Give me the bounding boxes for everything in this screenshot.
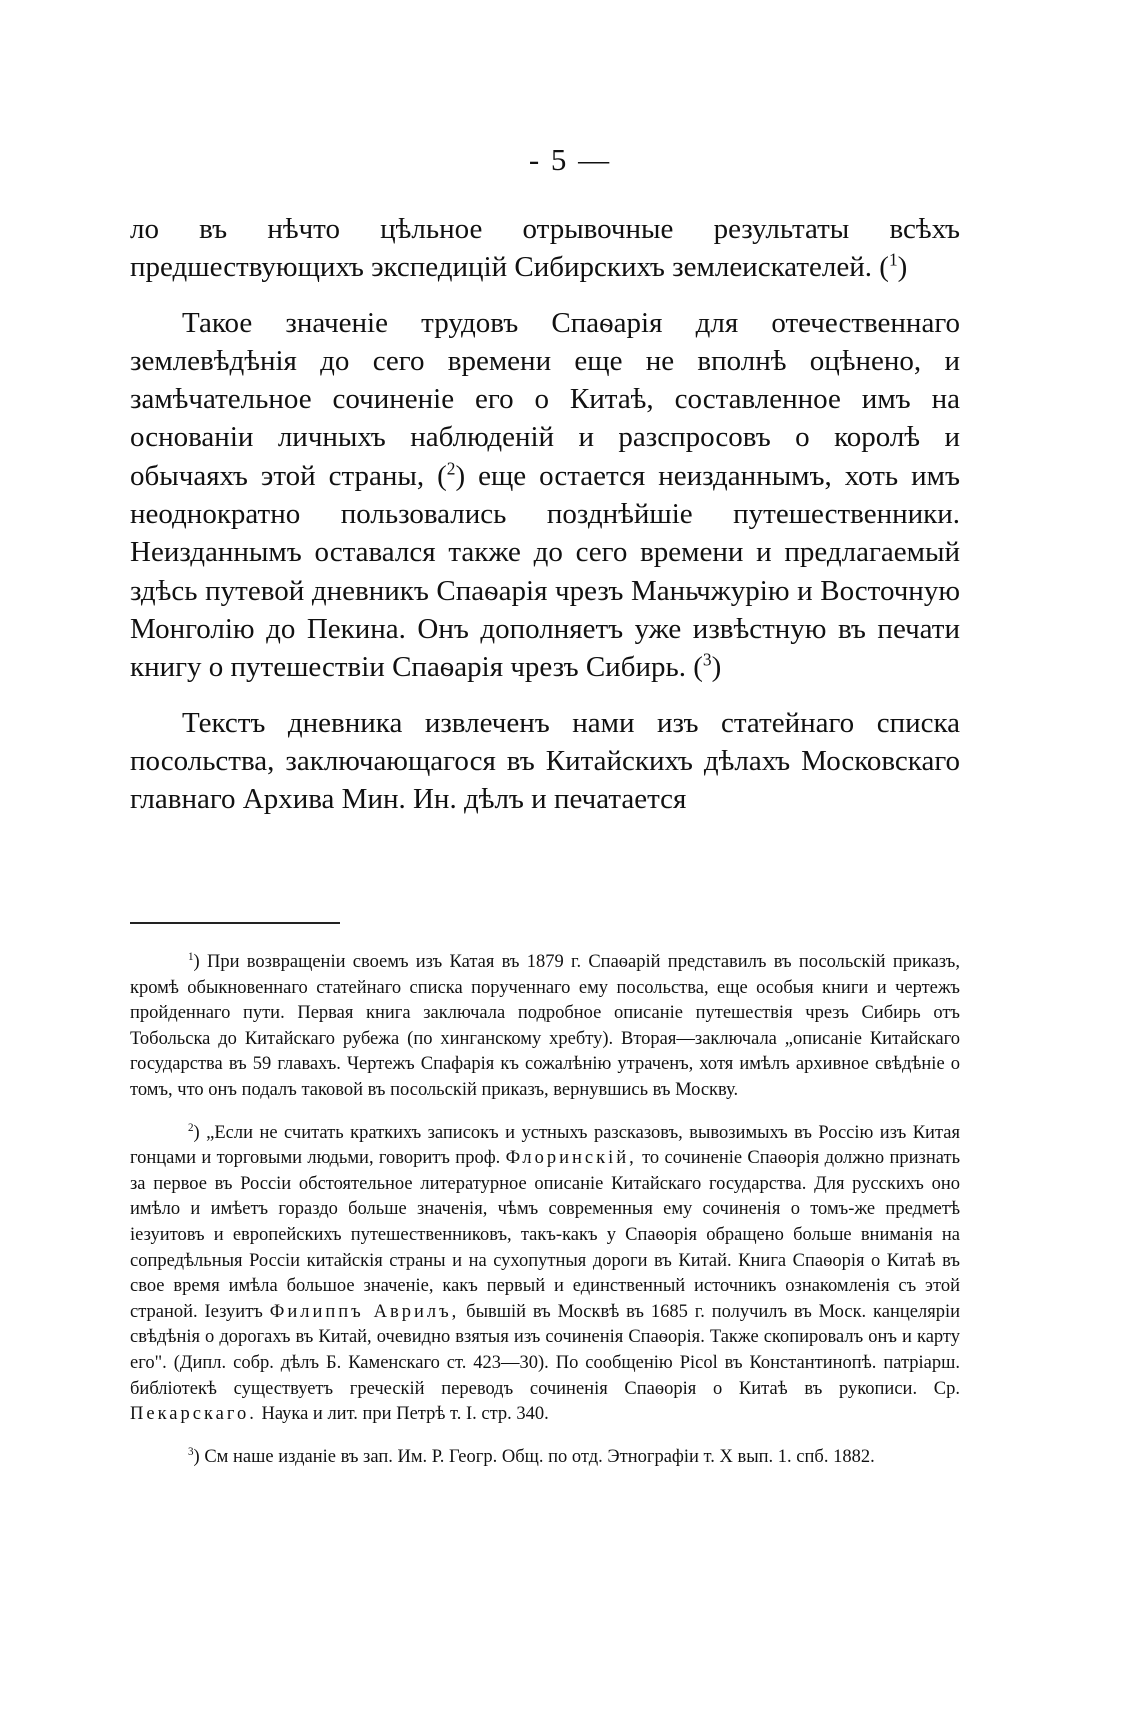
paragraph-1: ло въ нѣчто цѣльное отрывочные результаты всѣхъ предшествующихъ экспедицій Сибирскихъ землеискателей. ($^1$) bbox=[130, 213, 960, 284]
footnote-3-mark: 3 bbox=[188, 1445, 194, 1458]
paragraph-1-text: ло въ нѣчто цѣльное отрывочные результаты всѣхъ предшествующихъ экспедицій Сибирскихъ землеискателей. bbox=[130, 213, 960, 284]
footnote-ref-3[interactable]: 3 bbox=[702, 649, 712, 670]
paragraph-3: Текстъ дневника извлеченъ нами изъ статейнаго списка посольства, заключающагося въ Китайскихъ дѣлахъ Московскаго главнаго Архива Мин. Ин. дѣлъ и печатается bbox=[130, 706, 960, 816]
paragraph-2-text-b: еще остается неизданнымъ, хоть имъ неоднократно пользовались позднѣйшіе путешественники. Неизданнымъ оставался также до сего времени и предлагаемый здѣсь путевой дневникъ Спаѳарія чрезъ Маньчжурію и Восточную Монголію до Пекина. Онъ дополняетъ уже извѣстную въ печати книгу о путешествіи Спаѳарія чрезъ Сибирь. bbox=[130, 459, 960, 684]
footnote-2-text-d: Наука и лит. при Петрѣ т. I. стр. 340. bbox=[261, 1404, 549, 1425]
footnote-divider bbox=[130, 922, 340, 924]
footnotes bbox=[130, 950, 960, 1470]
main-text bbox=[130, 210, 960, 818]
footnote-2-name-avril: Филиппъ Аврилъ, bbox=[269, 1301, 460, 1322]
footnote-3-text: См наше изданіе въ зап. Им. Р. Геогр. Общ. по отд. Этнографіи т. X вып. 1. спб. 1882. bbox=[204, 1446, 875, 1467]
footnote-ref-1[interactable]: 1 bbox=[888, 249, 898, 270]
footnote-2: $^2$) „Если не считать краткихъ записокъ и устныхъ разсказовъ, вывозимыхъ въ Россію изъ Китая гонцами и торговыми людьми, говоритъ проф. Флоринскій, то сочиненіе Спаѳорія должно признать за первое въ Россіи обстоятельное литературное описаніе Китайскаго государства. Для русскихъ оно имѣло и имѣетъ гораздо больше значенія, чѣмъ современныя ему сочиненія о томъ-же предметѣ іезуитовъ и европейскихъ путешественниковъ, такъ-какъ у Спаѳорія обращено больше вниманія на сопредѣльныя Россіи китайскія страны и на сухопутныя дороги въ Китай. Книга Спаѳорія о Китаѣ въ свое время имѣла большое значеніе, какъ первый и единственный источникъ ознакомленія съ этой страной. Іезуитъ Филиппъ Аврилъ, бывшій въ Москвѣ въ 1685 г. получилъ въ Моск. канцеляріи свѣдѣнія о дорогахъ въ Китай, очевидно взятыя изъ сочиненія Спаѳорія. Также скопировалъ онъ и карту его". (Дипл. собр. дѣлъ Б. Каменскаго ст. 423—30). По сообщенію Picol въ Константинопѣ. патріарш. библіотекѣ существуетъ греческій переводъ сочиненія Спаѳорія о Китаѣ въ рукописи. Ср. Пекарскаго. Наука и лит. при Петрѣ т. I. стр. 340. bbox=[130, 1121, 961, 1425]
footnote-1-mark: 1 bbox=[188, 950, 194, 963]
footnote-2-name-pekarsky: Пекарскаго. bbox=[130, 1404, 257, 1425]
footnote-2-name-florinsky: Флоринскій, bbox=[505, 1148, 637, 1169]
paragraph-2: Такое значеніе трудовъ Спаѳарія для отечественнаго землевѣдѣнія до сего времени еще не вполнѣ оцѣнено, и замѣчательное сочиненіе его о Китаѣ, составленное имъ на основаніи личныхъ наблюденій и разспросовъ о королѣ и обычаяхъ этой страны, ($^2$) еще остается неизданнымъ, хоть имъ неоднократно пользовались позднѣйшіе путешественники. Неизданнымъ оставался также до сего времени и предлагаемый здѣсь путевой дневникъ Спаѳарія чрезъ Маньчжурію и Восточную Монголію до Пекина. Онъ дополняетъ уже извѣстную въ печати книгу о путешествіи Спаѳарія чрезъ Сибирь. ($^3$) bbox=[130, 306, 960, 684]
footnote-2-mark: 2 bbox=[188, 1121, 194, 1134]
footnote-2-text-a: „Если не считать краткихъ записокъ и устныхъ разсказовъ, вывозимыхъ въ Россію изъ Китая гонцами и торговыми людьми, говоритъ проф. bbox=[130, 1122, 960, 1169]
footnote-ref-2[interactable]: 2 bbox=[446, 458, 456, 479]
footnote-1: $^1$) При возвращеніи своемъ изъ Катая въ 1879 г. Спаѳарій представилъ въ посольскій приказъ, кромѣ обыкновеннаго статейнаго списка порученнаго ему посольства, еще особыя книги и чертежъ пройденнаго пути. Первая книга заключала подробное описаніе путешествія чрезъ Сибирь отъ Тобольска до Китайскаго рубежа (по хинганскому хребту). Вторая—заключала „описаніе Китайскаго государства въ 59 главахъ. Чертежъ Спафарія къ сожалѣнію утраченъ, хотя имѣлъ архивное свѣдѣніе о томъ, что онъ подалъ таковой въ посольскій приказъ, вернувшись въ Москву. bbox=[130, 950, 960, 1100]
footnote-2-text-c: бывшій въ Москвѣ въ 1685 г. получилъ въ Моск. канцеляріи свѣдѣнія о дорогахъ въ Китай, очевидно взятыя изъ сочиненія Спаѳорія. Также скопировалъ онъ и карту его". (Дипл. собр. дѣлъ Б. Каменскаго ст. 423—30). По сообщенію Picol въ Константинопѣ. патріарш. библіотекѣ существуетъ греческій переводъ сочиненія Спаѳорія о Китаѣ въ рукописи. Ср. bbox=[130, 1301, 961, 1399]
page-number: - 5 — bbox=[528, 142, 612, 177]
footnote-3: $^3$) См наше изданіе въ зап. Им. Р. Геогр. Общ. по отд. Этнографіи т. X вып. 1. спб. 1882. bbox=[188, 1445, 875, 1467]
paragraph-2-text-a: Такое значеніе трудовъ Спаѳарія для отечественнаго землевѣдѣнія до сего времени еще не вполнѣ оцѣнено, и замѣчательное сочиненіе его о Китаѣ, составленное имъ на основаніи личныхъ наблюденій и разспросовъ о королѣ и обычаяхъ этой страны, bbox=[130, 306, 960, 492]
footnote-2-text-b: то сочиненіе Спаѳорія должно признать за первое въ Россіи обстоятельное литературное описаніе Китайскаго государства. Для русскихъ оно имѣло и имѣетъ гораздо больше значенія, чѣмъ современныя ему сочиненія о томъ-же предметѣ іезуитовъ и европейскихъ путешественниковъ, такъ-какъ у Спаѳорія обращено больше вниманія на сопредѣльныя Россіи китайскія страны и на сухопутныя дороги въ Китай. Книга Спаѳорія о Китаѣ въ свое время имѣла большое значеніе, какъ первый и единственный источникъ ознакомленія съ этой страной. Іезуитъ bbox=[130, 1148, 961, 1322]
footnote-1-text: При возвращеніи своемъ изъ Катая въ 1879 г. Спаѳарій представилъ въ посольскій приказъ, кромѣ обыкновеннаго статейнаго списка порученнаго ему посольства, еще особыя книги и чертежъ пройденнаго пути. Первая книга заключала подробное описаніе путешествія чрезъ Сибирь отъ Тобольска до Китайскаго рубежа (по хинганскому хребту). Вторая—заключала „описаніе Китайскаго государства въ 59 главахъ. Чертежъ Спафарія къ сожалѣнію утраченъ, хотя имѣлъ архивное свѣдѣніе о томъ, что онъ подалъ таковой въ посольскій приказъ, вернувшись въ Москву. bbox=[130, 952, 960, 1100]
